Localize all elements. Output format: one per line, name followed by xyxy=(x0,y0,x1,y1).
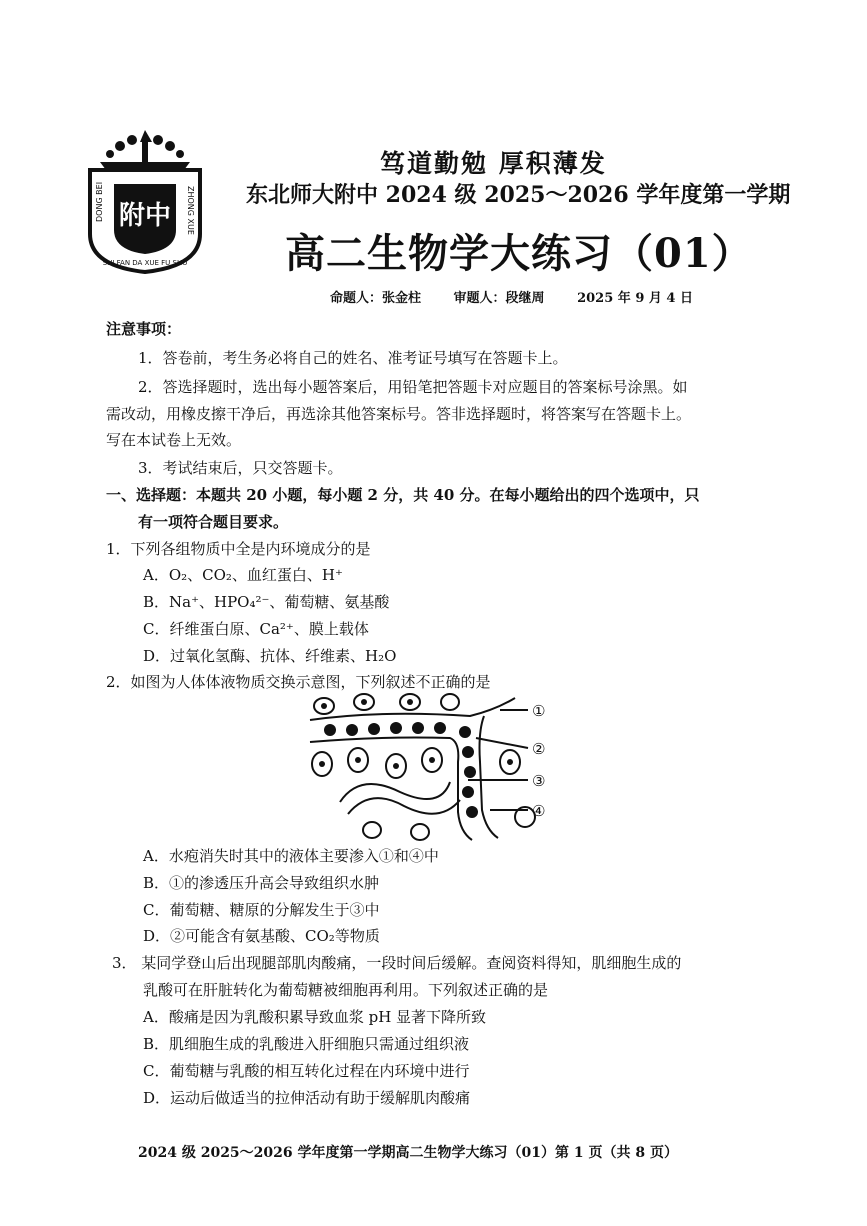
school-logo xyxy=(80,126,210,276)
option: D．②可能含有氨基酸、CO₂等物质 xyxy=(143,927,380,945)
option: C．葡萄糖与乳酸的相互转化过程在内环境中进行 xyxy=(143,1062,470,1080)
question-stem-cont: 乳酸可在肝脏转化为葡萄糖被细胞再利用。下列叙述正确的是 xyxy=(143,981,549,999)
notes-heading: 注意事项： xyxy=(106,320,182,338)
note-item: 写在本试卷上无效。 xyxy=(106,431,242,449)
page-footer: 2024 级 2025～2026 学年度第一学期高二生物学大练习（01）第 1 页（共 8 页） xyxy=(138,1145,678,1161)
note-item: 3．考试结束后，只交答题卡。 xyxy=(138,459,343,477)
motto: 笃道勤勉 厚积薄发 xyxy=(380,149,607,178)
option: A．O₂、CO₂、血红蛋白、H⁺ xyxy=(143,566,343,584)
body-fluid-diagram xyxy=(300,692,560,842)
section-heading: 一、选择题：本题共 20 小题，每小题 2 分，共 40 分。在每小题给出的四个选项中，只 xyxy=(106,486,700,504)
date: 2025 年 9 月 4 日 xyxy=(577,291,693,306)
meta-line xyxy=(330,287,721,306)
option: A．酸痛是因为乳酸积累导致血浆 pH 显著下降所致 xyxy=(143,1008,487,1026)
note-item: 2．答选择题时，选出每小题答案后，用铅笔把答题卡对应题目的答案标号涂黑。如 xyxy=(138,378,688,396)
diagram-label-2: ② xyxy=(532,740,546,758)
page-title: 高二生物学大练习（01） xyxy=(285,230,753,277)
diagram-label-3: ③ xyxy=(532,772,546,790)
note-item: 1．答卷前，考生务必将自己的姓名、准考证号填写在答题卡上。 xyxy=(138,349,568,367)
option: B．①的渗透压升高会导致组织水肿 xyxy=(143,874,380,892)
school-line: 东北师大附中 2024 级 2025～2026 学年度第一学期 xyxy=(246,182,791,208)
option: B．Na⁺、HPO₄²⁻、葡萄糖、氨基酸 xyxy=(143,593,390,611)
note-item: 需改动，用橡皮擦干净后，再选涂其他答案标号。答非选择题时，将答案写在答题卡上。 xyxy=(106,405,692,423)
reviewer: 审题人：段继周 xyxy=(453,291,545,306)
option: D．运动后做适当的拉伸活动有助于缓解肌肉酸痛 xyxy=(143,1089,471,1107)
proposer: 命题人：张金柱 xyxy=(330,291,422,306)
question-stem: 2．如图为人体体液物质交换示意图，下列叙述不正确的是 xyxy=(106,673,491,691)
logo-ring-text-right: ZHONG XUE xyxy=(186,186,195,235)
option: D．过氧化氢酶、抗体、纤维素、H₂O xyxy=(143,647,397,665)
option: A．水疱消失时其中的液体主要渗入①和④中 xyxy=(143,847,439,865)
section-heading-cont: 有一项符合题目要求。 xyxy=(138,513,289,531)
option: B．肌细胞生成的乳酸进入肝细胞只需通过组织液 xyxy=(143,1035,470,1053)
diagram-label-1: ① xyxy=(532,702,546,720)
question-stem: 1．下列各组物质中全是内环境成分的是 xyxy=(106,540,371,558)
question-stem: 3． 某同学登山后出现腿部肌肉酸痛，一段时间后缓解。查阅资料得知，肌细胞生成的 xyxy=(112,954,682,972)
option: C．纤维蛋白原、Ca²⁺、膜上载体 xyxy=(143,620,369,638)
diagram-label-4: ④ xyxy=(532,802,546,820)
logo-ring-text-bottom: SHI FAN DA XUE FU SHU xyxy=(102,259,188,267)
logo-center-text: 附中 xyxy=(118,201,172,231)
logo-ring-text-left: DONG BEI xyxy=(95,181,104,222)
option: C．葡萄糖、糖原的分解发生于③中 xyxy=(143,901,380,919)
